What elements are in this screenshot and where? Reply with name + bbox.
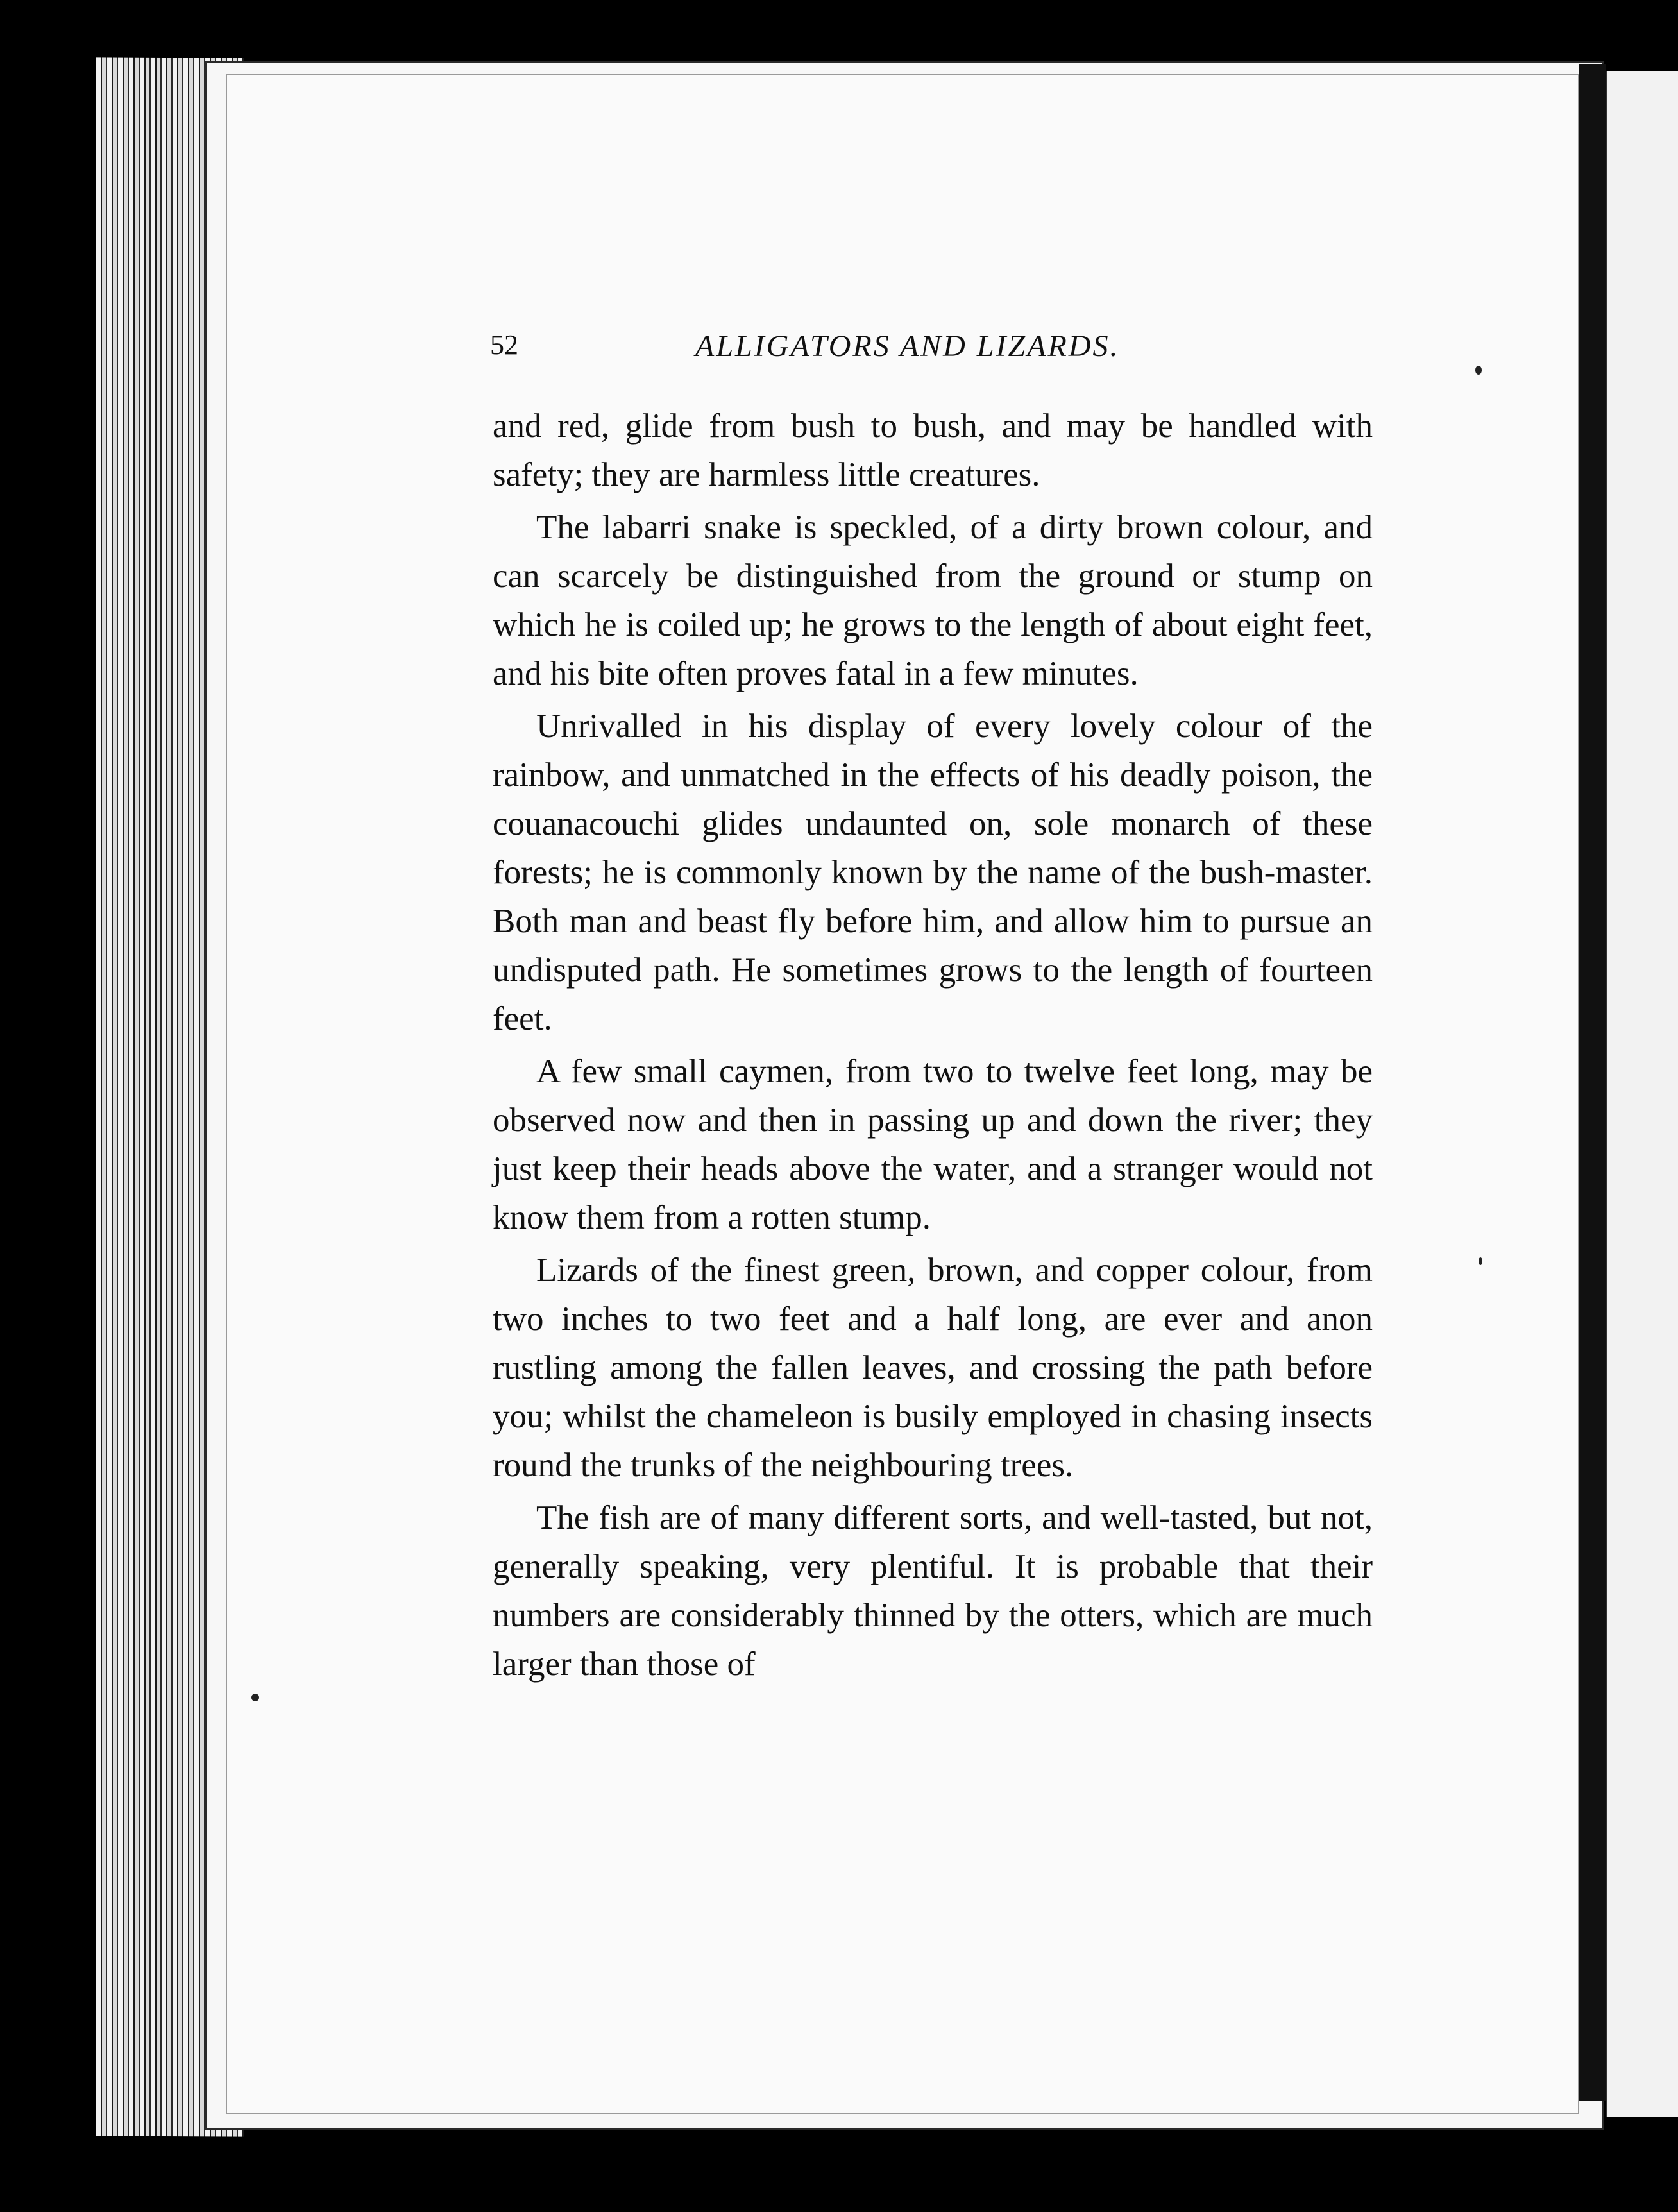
chapter-title: ALLIGATORS AND LIZARDS. [695, 329, 1120, 363]
body-text [493, 402, 1373, 1692]
running-head [490, 328, 1196, 380]
paragraph: A few small caymen, from two to twelve feet long, may be observed now and then in passing up and down the river; they just keep their heads above the water, and a stranger would not know them from a rotten stump. [493, 1053, 1373, 1236]
dust-speck [1475, 366, 1482, 375]
book-binding [1579, 64, 1606, 2101]
paragraph: Lizards of the finest green, brown, and copper colour, from two inches to two feet and a half long, are ever and anon rustling among the fallen leaves, and crossing the path before you; whilst the chameleon is busily employed in chasing insects round the trunks of the neighbouring trees. [493, 1252, 1373, 1484]
paragraph: Unrivalled in his display of every lovely colour of the rainbow, and unmatched in the effects of his deadly poison, the couanacouchi glides undaunted on, sole monarch of these forests; he is commonly known by the name of the bush-master. Both man and beast fly before him, and allow him to pursue an undisputed path. He sometimes grows to the length of fourteen feet. [493, 708, 1373, 1037]
dust-speck [251, 1694, 259, 1701]
dust-speck [1479, 1257, 1482, 1265]
adjacent-page-edge [1606, 71, 1678, 2117]
page-number: 52 [490, 329, 518, 361]
paragraph: The fish are of many different sorts, and well-tasted, but not, generally speaking, very plentiful. It is probable that their numbers are considerably thinned by the otters, which are much larger than those of [493, 1499, 1373, 1683]
paragraph: and red, glide from bush to bush, and may be handled with safety; they are harmless little creatures. [493, 407, 1373, 493]
paragraph: The labarri snake is speckled, of a dirty brown colour, and can scarcely be distinguished from the ground or stump on which he is coiled up; he grows to the length of about eight feet, and his bite often proves fatal in a few minutes. [493, 509, 1373, 692]
